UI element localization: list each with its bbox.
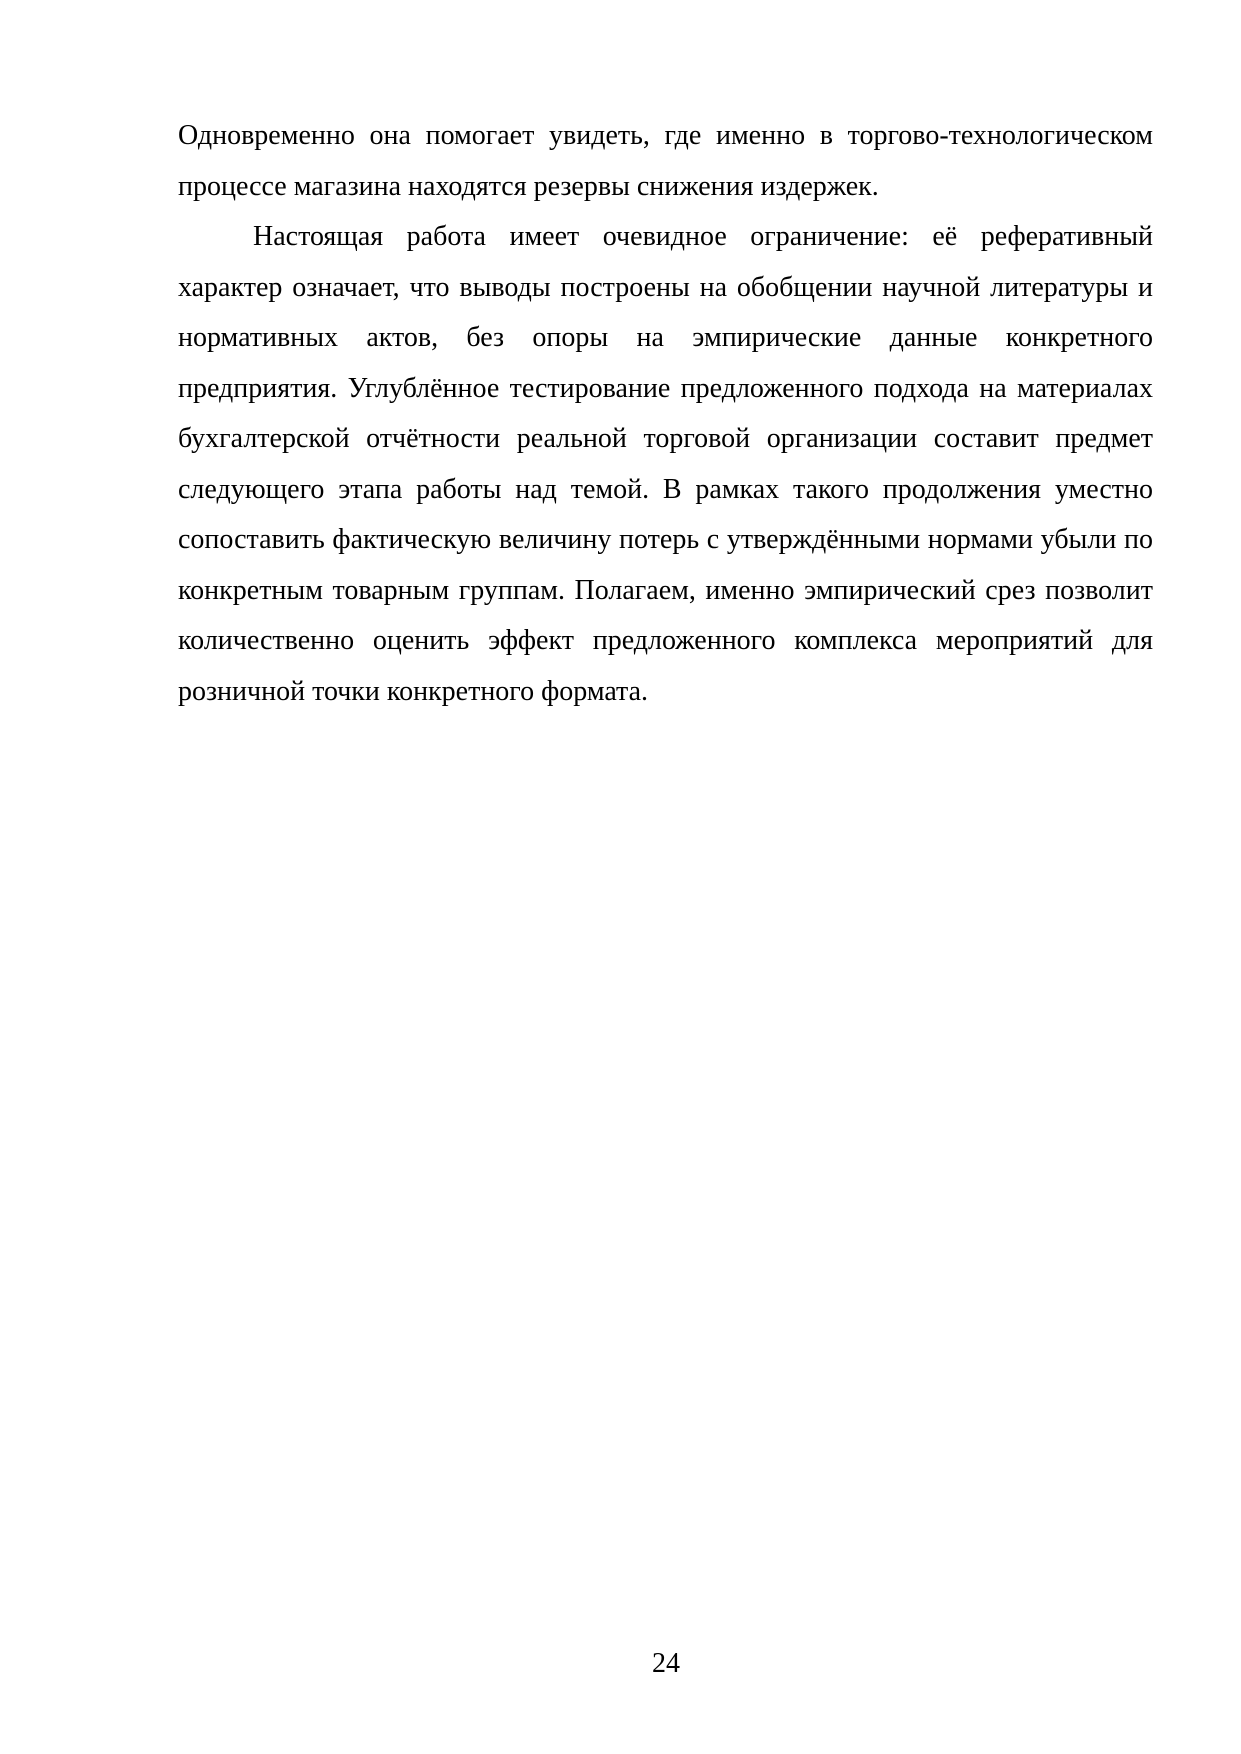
paragraph-continuation: Одновременно она помогает увидеть, где именно в торгово-технологическом процессе магазина находятся резервы снижения издержек. bbox=[178, 120, 1153, 202]
page-number: 24 bbox=[652, 1648, 680, 1679]
body-text bbox=[178, 111, 1153, 717]
paragraph-limitations: Настоящая работа имеет очевидное ограничение: её реферативный характер означает, что выводы построены на обобщении научной литературы и нормативных актов, без опоры на эмпирические данные конкретного предприятия. Углублённое тестирование предложенного подхода на материалах бухгалтерской отчётности реальной торговой организации составит предмет следующего этапа работы над темой. В рамках такого продолжения уместно сопоставить фактическую величину потерь с утверждёнными нормами убыли по конкретным товарным группам. Полагаем, именно эмпирический срез позволит количественно оценить эффект предложенного комплекса мероприятий для розничной точки конкретного формата. bbox=[178, 221, 1153, 707]
